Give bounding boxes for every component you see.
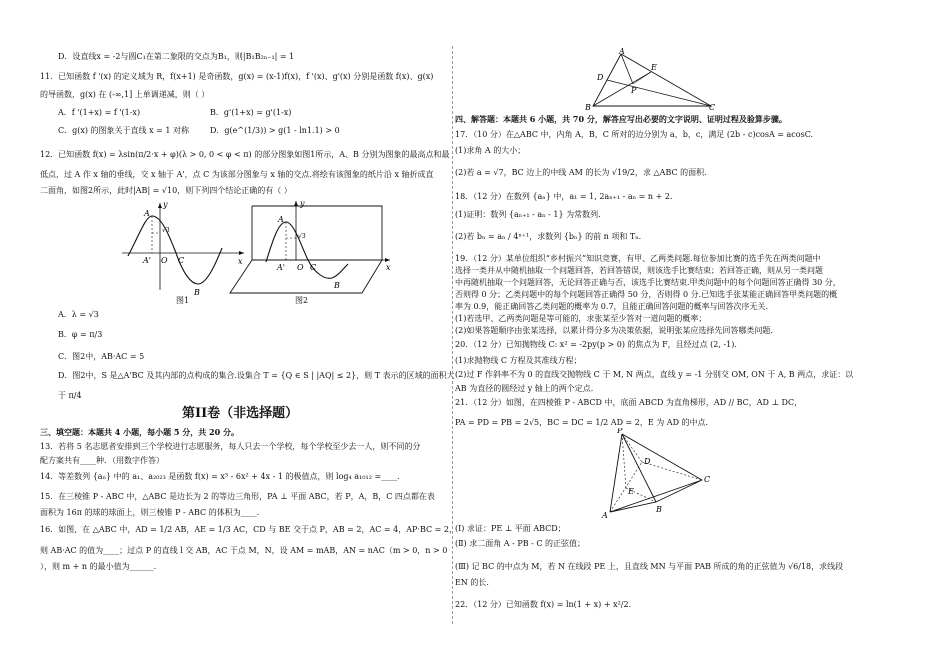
q17-line3: (2)若 a = √7，BC 边上的中线 AM 的长为 √19/2，求 △ABC 的面积. xyxy=(455,168,707,177)
q12-option-b: B．φ = π/3 xyxy=(58,330,103,339)
q21-line3: (Ⅰ) 求证：PE ⊥ 平面 ABCD； xyxy=(455,524,566,533)
q12-option-c: C．图2中，AB·AC = 5 xyxy=(58,352,145,361)
q19-line7: (2)如果答题顺序由张某选择，以累计得分多为决策依据，说明张某应选择先回答哪类问题. xyxy=(455,326,773,335)
q16-line1: 16．如图，在 △ABC 中，AD = 1/2 AB，AE = 1/3 AC，CD 与 BE 交于点 P，AB = 2，AC = 4，AP·BC = 2， xyxy=(40,525,457,534)
q18-line1: 18．（12 分）在数列 {aₙ} 中，a₁ = 1, 2aₙ₊₁ - aₙ = n + 2. xyxy=(455,192,673,201)
fig2-label-b: B xyxy=(334,281,340,290)
tri-label-c: C xyxy=(709,103,715,110)
section-3-heading: 三、填空题：本题共 4 小题，每小题 5 分，共 20 分。 xyxy=(40,427,239,437)
pyr-label-e: E xyxy=(628,487,634,496)
pyramid-figure xyxy=(600,428,720,520)
fig1-label-x: x xyxy=(238,257,243,266)
pyr-label-a: A xyxy=(602,511,608,520)
fig2-label-a-prime: A' xyxy=(277,263,285,272)
fig1-sine-curve xyxy=(128,216,222,284)
column-divider xyxy=(452,46,453,624)
q19-line3: 中再随机抽取一个问题回答，无论回答正确与否，该选手比赛结束.甲类问题中的每个问题回答正确得 30 分， xyxy=(455,278,841,287)
q21-line2: PA = PD = PB = 2√5，BC = DC = 1/2 AD = 2，E 为 AD 的中点. xyxy=(455,418,709,427)
q19-line6: (1)若选甲、乙两类问题是等可能的，求张某至少答对一道问题的概率； xyxy=(455,314,707,323)
tri-label-p: P xyxy=(631,86,637,95)
pyr-label-b: B xyxy=(656,505,662,514)
tri-label-b: B xyxy=(585,103,591,110)
pyr-label-d: D xyxy=(644,457,651,466)
q11-option-b: B．g'(1+x) = g'(1-x) xyxy=(210,108,292,117)
fig2-horizontal-plane xyxy=(230,260,382,293)
q10-option-d: D．设直线x = -2与圆C₁在第二象限的交点为B₁，则|B₁B₂ₙ₋₁| = 1 xyxy=(58,52,295,61)
q11-option-a: A．f '(1+x) = f '(1-x) xyxy=(58,108,141,117)
q14: 14．等差数列 {aₙ} 中的 a₁、a₂₀₂₃ 是函数 f(x) = x³ - 6x² + 4x - 1 的极值点，则 log₄ a₁₀₁₂ =____. xyxy=(40,472,400,481)
fig1-label-a: A xyxy=(144,209,150,218)
q12-line3: 二面角，如图2所示，此时|AB| = √10，则下列四个结论正确的有（ ） xyxy=(40,186,292,195)
fig2-label-o: O xyxy=(297,263,304,272)
q11-option-c: C．g(x) 的图象关于直线 x = 1 对称 xyxy=(58,126,190,135)
q18-line3: (2)若 bₙ = aₙ / 4ⁿ⁺¹，求数列 {bₙ} 的前 n 项和 Tₙ. xyxy=(455,232,642,241)
q11-option-d: D．g(e^(1/3)) > g(1 - ln1.1) > 0 xyxy=(210,126,340,135)
fig2-label-sqrt3: √3 xyxy=(298,233,306,240)
fig2-label-c: C xyxy=(310,263,317,272)
tri-label-d: D xyxy=(597,73,604,82)
fig1-label-b: B xyxy=(194,288,200,297)
q15-line1: 15．在三棱锥 P - ABC 中，△ABC 是边长为 2 的等边三角形，PA ⊥ 平面 ABC，若 P，A，B，C 四点都在表 xyxy=(40,492,435,501)
figure-2-folded-graph xyxy=(222,198,402,298)
q20-line3: (2)过 F 作斜率不为 0 的直线交抛物线 C 于 M, N 两点，直线 y = -1 分别交 OM, ON 于 A, B 两点，求证：以 xyxy=(455,370,854,379)
q12-option-a: A．λ = √3 xyxy=(58,310,99,319)
q17-line1: 17．（10 分）在△ABC 中，内角 A，B，C 所对的边分别为 a，b，c，满足 (2b - c)cosA = acosC. xyxy=(455,130,814,139)
fig1-label-y: y xyxy=(163,200,168,209)
q13-line1: 13．若将 5 名志愿者安排到三个学校进行志愿服务，每人只去一个学校，每个学校至少去一人，则不同的分 xyxy=(40,442,421,451)
fig2-label-y: y xyxy=(300,199,305,208)
q19-line1: 19．（12 分）某单位组织“乡村振兴”知识竞赛，有甲、乙两类问题.每位参加比赛的选手先在两类问题中 xyxy=(455,254,821,263)
q15-line2: 面积为 16π 的球的球面上，则三棱锥 P - ABC 的体积为____. xyxy=(40,508,260,517)
q12-line1: 12．已知函数 f(x) = λsin(π/2·x + φ)(λ > 0, 0 < φ < π) 的部分图象如图1所示，A、B 分别为图象的最高点和最 xyxy=(40,150,450,159)
fig2-vertical-plane xyxy=(252,206,382,260)
q11-line1: 11．已知函数 f '(x) 的定义域为 R，f(x+1) 是奇函数，g(x) = (x-1)f(x)，f '(x)、g'(x) 分别是函数 f(x)、g(x) xyxy=(40,72,434,81)
q17-line2: (1)求角 A 的大小； xyxy=(455,146,526,155)
fig1-label-a-prime: A' xyxy=(143,256,151,265)
q20-line1: 20．（12 分）已知抛物线 C: x² = -2py(p > 0) 的焦点为 F，且经过点 (2, -1). xyxy=(455,340,737,349)
q21-line5: (Ⅲ) 记 BC 的中点为 M，若 N 在线段 PE 上，且直线 MN 与平面 PAB 所成的角的正弦值为 √6/18，求线段 xyxy=(455,562,844,571)
q13-line2: 配方案共有____种．（用数字作答） xyxy=(40,456,164,465)
pyr-label-p: P xyxy=(617,428,623,435)
fig2-label-x: x xyxy=(386,263,391,272)
q16-line3: ），则 m + n 的最小值为______. xyxy=(40,562,157,571)
section-4-heading: 四、解答题：本题共 6 小题，共 70 分，解答应写出必要的文字说明、证明过程及验算步骤。 xyxy=(455,114,787,124)
q12-option-d-line2: 于 π/4 xyxy=(58,391,82,400)
q19-line2: 选择一类并从中随机抽取一个问题回答，若回答错误，则该选手比赛结束；若回答正确，则从另一类问题 xyxy=(455,266,823,275)
pyr-label-c: C xyxy=(704,475,711,484)
figure-2-caption: 图2 xyxy=(295,296,309,305)
triangle-figure xyxy=(585,48,715,110)
q19-line5: 率为 0.9，能正确回答乙类问题的概率为 0.7，且能正确回答问题的概率与回答次序无关. xyxy=(455,302,769,311)
q21-line6: EN 的长. xyxy=(455,578,489,587)
q19-line4: 否则得 0 分；乙类问题中的每个问题回答正确得 50 分，否则得 0 分.已知选手张某能正确回答甲类问题的概 xyxy=(455,290,838,299)
q21-line1: 21．（12 分）如图，在四棱锥 P - ABCD 中，底面 ABCD 为直角梯形，AD // BC，AD ⊥ DC， xyxy=(455,398,803,407)
q18-line2: (1)证明：数列 {aₙ₊₁ - aₙ - 1} 为常数列. xyxy=(455,210,601,219)
q12-option-d-line1: D．图2中，S 是△A'BC 及其内部的点构成的集合.设集合 T = {Q ∈ S | |AQ| ≤ 2}，则 T 表示的区域的面积大 xyxy=(58,371,455,380)
q16-line2: 则 AB·AC 的值为____；过点 P 的直线 l 交 AB，AC 于点 M，N，设 AM = mAB，AN = nAC（m > 0，n > 0 xyxy=(40,546,448,555)
q20-line2: (1)求抛物线 C 方程及其准线方程； xyxy=(455,356,582,365)
q11-line2: 的导函数，g(x) 在 (-∞,1] 上单调递减，则（ ） xyxy=(40,90,210,99)
tri-label-a: A xyxy=(619,48,625,56)
q21-line4: (Ⅱ) 求二面角 A - PB - C 的正弦值； xyxy=(455,539,586,548)
q12-line2: 低点，过 A 作 x 轴的垂线，交 x 轴于 A'，点 C 为该部分图象与 x 轴的交点.将绘有该图象的纸片沿 x 轴折成直 xyxy=(40,170,434,179)
fig1-label-c: C xyxy=(178,256,185,265)
fig1-label-sqrt3: √3 xyxy=(162,227,170,234)
fig1-label-o: O xyxy=(161,256,168,265)
tri-label-e: E xyxy=(651,63,657,72)
section-2-title: 第II卷（非选择题） xyxy=(182,406,299,421)
fig2-label-a: A xyxy=(278,215,284,224)
q20-line4: AB 为直径的圆经过 y 轴上的两个定点. xyxy=(455,384,594,393)
figure-1-caption: 图1 xyxy=(176,296,190,305)
q22: 22．（12 分）已知函数 f(x) = ln(1 + x) + x²/2. xyxy=(455,600,632,609)
